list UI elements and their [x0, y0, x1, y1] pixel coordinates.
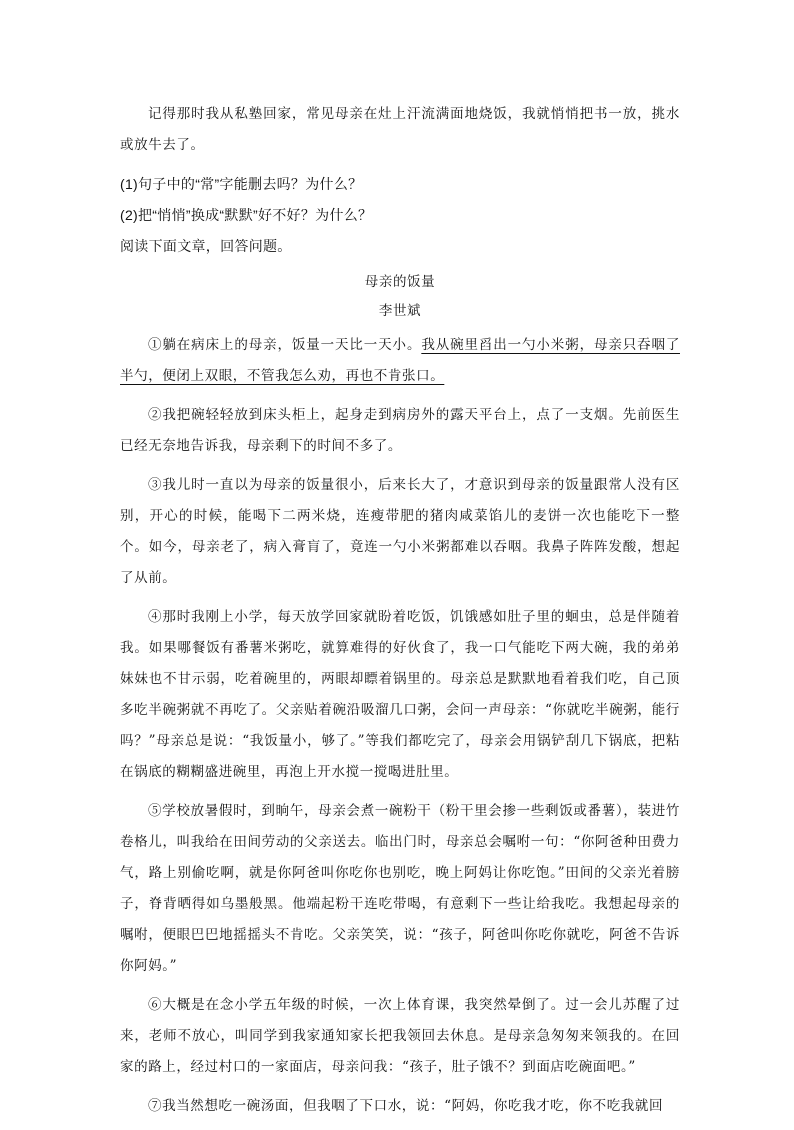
paragraph-6: ⑥大概是在念小学五年级的时候，一次上体育课，我突然晕倒了。过一会儿苏醒了过来，老师不放心，叫同学到我家通知家长把我领回去休息。是母亲急匆匆来领我的。在回家的路上，经过村口的一家面店，母亲问我：“孩子，肚子饿不？到面店吃碗面吧。” [120, 997, 680, 1075]
paragraph-3: ③我儿时一直以为母亲的饭量很小，后来长大了，才意识到母亲的饭量跟常人没有区别，开心的时候，能喝下二两米烧，连瘦带肥的猪肉咸菜馅儿的麦饼一次也能吃下一整个。如今，母亲老了，病入膏肓了，竟连一勺小米粥都难以吞咽。我鼻子阵阵发酸，想起了从前。 [120, 477, 680, 586]
article-author: 李世斌 [378, 303, 422, 319]
page-content [120, 99, 680, 1130]
paragraph-7: ⑦我当然想吃一碗汤面，但我咽了下口水，说：“阿妈，你吃我才吃，你不吃我就回 [148, 1098, 664, 1114]
paragraph-5: ⑤学校放暑假时，到晌午，母亲会煮一碗粉干（粉干里会掺一些剩饭或番薯），装进竹卷格儿，叫我给在田间劳动的父亲送去。临出门时，母亲总会嘱咐一句：“你阿爸种田费力气，路上别偷吃啊，就是你阿爸叫你吃你也别吃，晚上阿妈让你吃饱。”田间的父亲光着膀子，脊背晒得如乌墨般黑。他端起粉干连吃带喝，有意剩下一些让给我吃。我想起母亲的嘱咐，便眼巴巴地摇摇头不肯吃。父亲笑笑，说：“孩子，阿爸叫你吃你就吃，阿爸不告诉你阿妈。” [120, 803, 680, 974]
quoted-sentence: 记得那时我从私塾回家，常见母亲在灶上汗流满面地烧饭，我就悄悄把书一放，挑水或放牛去了。 [120, 106, 680, 153]
paragraph-1 [120, 330, 680, 392]
paragraph-1-plain: ①躺在病床上的母亲，饭量一天比一天小。 [148, 337, 422, 353]
reading-instruction: 阅读下面文章，回答问题。 [120, 238, 292, 254]
question-1: (1)句子中的“常”字能删去吗？为什么？ [120, 176, 363, 192]
paragraph-4: ④那时我刚上小学，每天放学回家就盼着吃饭，饥饿感如肚子里的蛔虫，总是伴随着我。如果哪餐饭有番薯米粥吃，就算难得的好伙食了，我一口气能吃下两大碗，我的弟弟妹妹也不甘示弱，吃着碗里的，两眼却瞟着锅里的。母亲总是默默地看着我们吃，自己顶多吃半碗粥就不再吃了。父亲贴着碗沿吸溜几口粥，会问一声母亲：“你就吃半碗粥，能行吗？”母亲总是说：“我饭量小，够了。”等我们都吃完了，母亲会用锅铲刮几下锅底，把粘在锅底的糊糊盛进碗里，再泡上开水搅一搅喝进肚里。 [120, 609, 680, 780]
paragraph-2: ②我把碗轻轻放到床头柜上，起身走到病房外的露天平台上，点了一支烟。先前医生已经无奈地告诉我，母亲剩下的时间不多了。 [120, 407, 680, 454]
question-2: (2)把“悄悄”换成“默默”好不好？为什么？ [120, 207, 373, 223]
paragraph-1-underlined: 我从碗里舀出一勺小米粥，母亲只吞咽了半勺，便闭上双眼，不管我怎么劝，再也不肯张口。 [120, 337, 680, 384]
article-title: 母亲的饭量 [364, 274, 436, 290]
